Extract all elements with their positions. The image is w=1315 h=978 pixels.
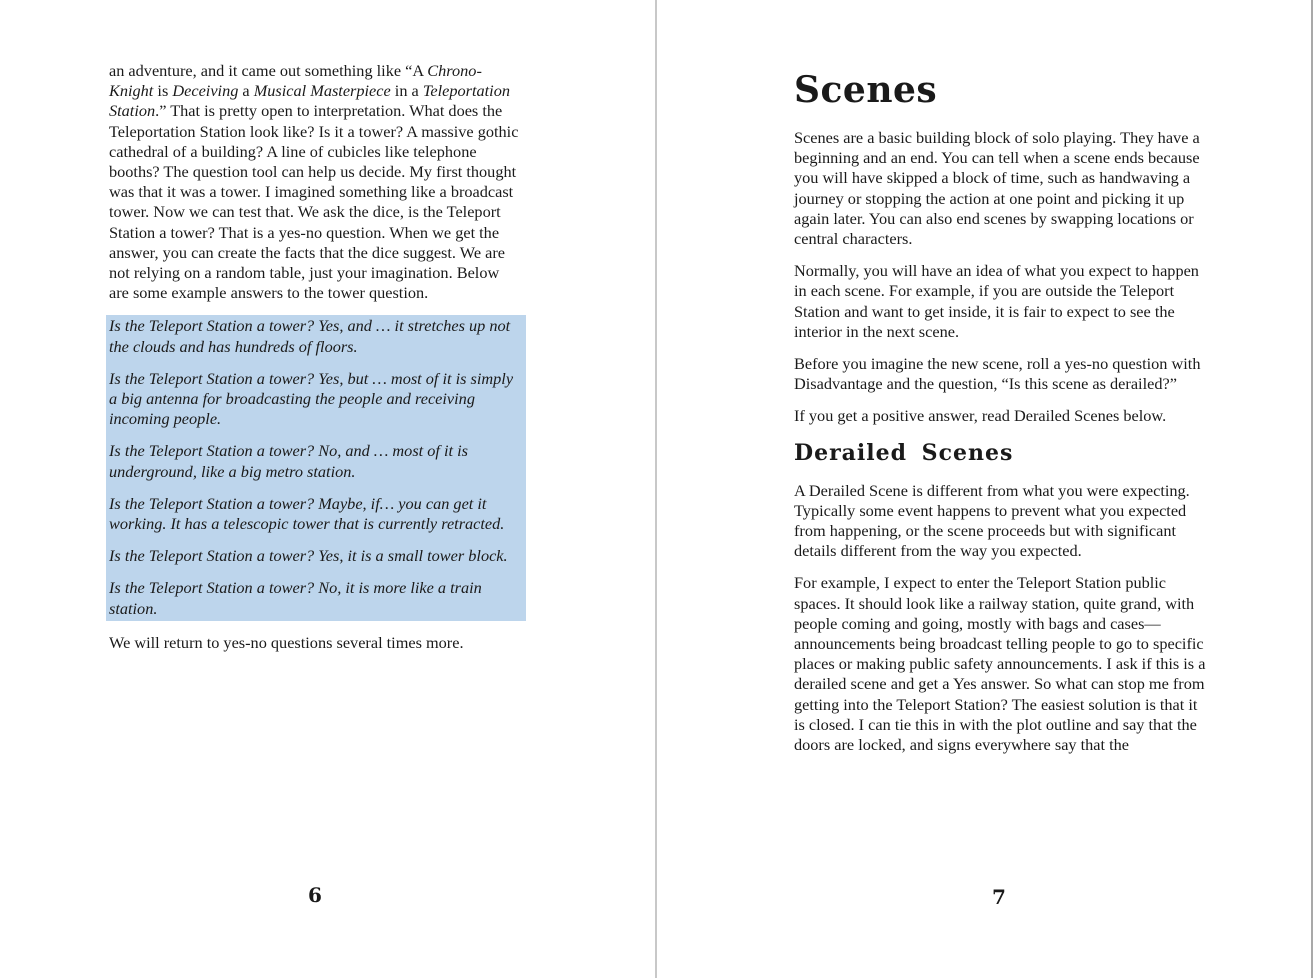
body-paragraph: For example, I expect to enter the Teleport Station public spaces. It should look like a railway station, quite grand, with people coming and going, mostly with bags and cases—announcements being broadcast telling people to go to specific places or making public safety announcements. I ask if this is a derailed scene and get a Yes answer. So what can stop me from getting into the Teleport Station? The easiest solution is that it is closed. I can tie this in with the plot outline and say that the doors are locked, and signs everywhere say that the xyxy=(794,573,1206,755)
body-paragraph: Normally, you will have an idea of what you expect to happen in each scene. For example, if you are outside the Teleport Station and want to get inside, it is fair to expect to see the interior in the next scene. xyxy=(794,261,1199,341)
page-edge-border xyxy=(1311,0,1313,978)
intro-text: .” That is pretty open to interpretation. What does the Teleportation Station look like? Is it a tower? A massive gothic cathedral of a building? A line of cubicles like telephone booths? The question tool can help us decide. My first thought was that it was a tower. I imagined something like a broadcast tower. Now we can test that. We ask the dice, is the Teleport Station a tower? That is a yes-no question. When we get the answer, you can create the facts that the dice suggest. We are not relying on a random table, just your imagination. Below are some example answers to the tower question. xyxy=(109,101,519,303)
body-paragraph: If you get a positive answer, read Derailed Scenes below. xyxy=(794,406,1167,426)
example-answer: Is the Teleport Station a tower? No, it is more like a train station. xyxy=(109,578,482,618)
example-answer: Is the Teleport Station a tower? Yes, and … it stretches up not the clouds and has hundreds of floors. xyxy=(109,316,511,356)
closing-paragraph: We will return to yes-no questions several times more. xyxy=(109,632,464,652)
intro-italic-term: Deceiving xyxy=(172,81,239,101)
example-answer: Is the Teleport Station a tower? No, and … most of it is underground, like a big metro station. xyxy=(109,441,468,481)
page-number: 7 xyxy=(992,885,1006,909)
page-number: 6 xyxy=(308,883,322,907)
example-answer: Is the Teleport Station a tower? Yes, but … most of it is simply a big antenna for broadcasting the people and receiving incoming people. xyxy=(109,368,514,429)
right-page xyxy=(657,0,1311,978)
body-paragraph: A Derailed Scene is different from what you were expecting. Typically some event happens to prevent what you expected from happening, or the scene proceeds but with significant details different from the way you expected. xyxy=(794,480,1190,561)
body-paragraph: Before you imagine the new scene, roll a yes-no question with Disadvantage and the question, “Is this scene as derailed?” xyxy=(794,354,1201,394)
intro-italic-term: Musical Masterpiece xyxy=(253,81,391,101)
chapter-title: Scenes xyxy=(794,69,938,111)
intro-text: an adventure, and it came out something like “A xyxy=(109,61,428,80)
left-page-body xyxy=(109,61,523,665)
intro-italic-term: Chrono-Knight xyxy=(109,61,482,101)
selected-text-highlight[interactable] xyxy=(106,315,526,620)
left-page xyxy=(0,0,655,978)
example-answer: Is the Teleport Station a tower? Maybe, if… you can get it working. It has a telescopic tower that is currently retracted. xyxy=(109,493,505,534)
body-paragraph: Scenes are a basic building block of solo playing. They have a beginning and an end. You can tell when a scene ends because you will have skipped a block of time, such as handwaving a journey or stopping the action at one point and picking it up again later. You can also end scenes by swapping locations or central characters. xyxy=(794,128,1200,249)
example-answer: Is the Teleport Station a tower? Yes, it is a small tower block. xyxy=(109,546,508,566)
right-page-body xyxy=(794,68,1208,767)
intro-text: in a xyxy=(390,81,423,101)
intro-italic-term: Teleportation Station xyxy=(109,81,510,121)
section-heading: Derailed Scenes xyxy=(794,439,1014,466)
intro-paragraph xyxy=(109,61,523,303)
intro-text: is xyxy=(153,81,173,101)
intro-text: a xyxy=(238,81,254,101)
